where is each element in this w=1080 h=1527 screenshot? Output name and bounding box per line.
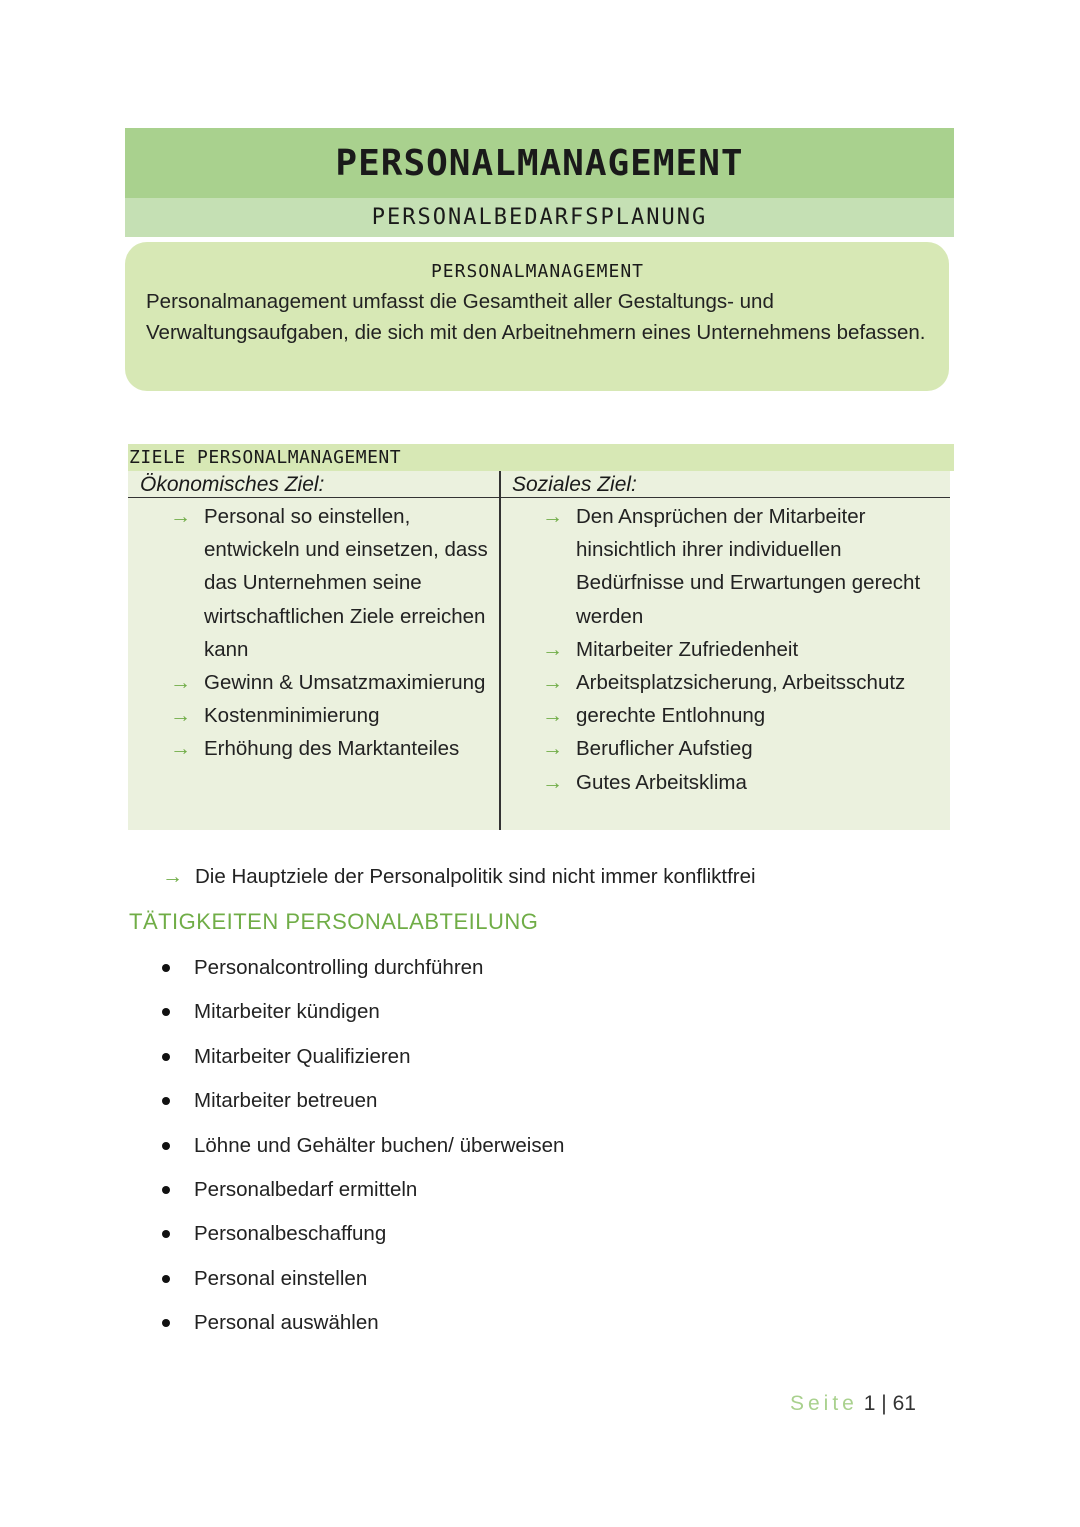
definition-heading: PERSONALMANAGEMENT xyxy=(430,261,645,282)
list-item: → Den Ansprüchen der Mitarbeiter hinsichtlich ihrer individuellen Bedürfnisse und Erwartungen gerecht werden xyxy=(542,500,947,633)
subtitle-band xyxy=(125,198,954,237)
arrow-right-icon: → xyxy=(542,637,563,661)
list-item: → Mitarbeiter Zufriedenheit xyxy=(542,633,947,666)
list-item: → Gewinn & Umsatzmaximierung xyxy=(170,666,495,699)
social-goal-title: Soziales Ziel: xyxy=(500,471,950,498)
list-item: Personal auswählen xyxy=(160,1307,564,1351)
list-item: → Beruflicher Aufstieg xyxy=(542,732,947,765)
list-item: → Personal so einstellen, entwickeln und einsetzen, dass das Unternehmen seine wirtschaftlichen Ziele erreichen kann xyxy=(170,500,495,666)
definition-text: Personalmanagement umfasst die Gesamtheit aller Gestaltungs- und Verwaltungsaufgaben, die sich mit den Arbeitnehmern eines Unternehmens befassen. xyxy=(146,290,926,344)
page-label: Seite xyxy=(790,1392,858,1415)
economic-goal-list xyxy=(170,500,495,766)
conclusion-line xyxy=(162,862,756,892)
bullet-icon xyxy=(162,1230,170,1238)
bullet-icon xyxy=(162,1186,170,1194)
arrow-right-icon: → xyxy=(170,737,191,761)
arrow-right-icon: → xyxy=(170,505,191,528)
arrow-right-icon: → xyxy=(162,865,183,888)
arrow-right-icon: → xyxy=(170,671,191,695)
conclusion-text: Die Hauptziele der Personalpolitik sind nicht immer konfliktfrei xyxy=(195,865,756,888)
arrow-right-icon: → xyxy=(542,505,563,528)
arrow-right-icon: → xyxy=(170,704,191,728)
page-separator: | xyxy=(881,1392,887,1415)
arrow-right-icon: → xyxy=(542,671,563,695)
page-title: PERSONALMANAGEMENT xyxy=(335,142,744,184)
total-pages: 61 xyxy=(892,1392,916,1415)
list-item: Löhne und Gehälter buchen/ überweisen xyxy=(160,1130,564,1174)
list-item: → Arbeitsplatzsicherung, Arbeitsschutz xyxy=(542,666,947,699)
tasks-heading: TÄTIGKEITEN PERSONALABTEILUNG xyxy=(129,909,539,934)
bullet-icon xyxy=(162,1053,170,1061)
list-item: → Kostenminimierung xyxy=(170,699,495,732)
list-item: Personal einstellen xyxy=(160,1263,564,1307)
bullet-icon xyxy=(162,1319,170,1327)
list-item: Mitarbeiter betreuen xyxy=(160,1085,564,1129)
list-item: Personalcontrolling durchführen xyxy=(160,952,564,996)
list-item: → gerechte Entlohnung xyxy=(542,699,947,732)
current-page: 1 xyxy=(863,1392,876,1415)
list-item: Personalbedarf ermitteln xyxy=(160,1174,564,1218)
list-item: → Erhöhung des Marktanteiles xyxy=(170,732,495,765)
social-goal-list xyxy=(542,500,947,799)
bullet-icon xyxy=(162,1142,170,1150)
list-item: Personalbeschaffung xyxy=(160,1218,564,1262)
bullet-icon xyxy=(162,964,170,972)
title-band xyxy=(125,128,954,198)
page-number xyxy=(790,1389,916,1419)
arrow-right-icon: → xyxy=(542,704,563,728)
goals-heading: ZIELE PERSONALMANAGEMENT xyxy=(128,444,954,471)
page-subtitle: PERSONALBEDARFSPLANUNG xyxy=(371,205,708,230)
bullet-icon xyxy=(162,1097,170,1105)
bullet-icon xyxy=(162,1008,170,1016)
economic-goal-title: Ökonomisches Ziel: xyxy=(128,471,500,498)
list-item: Mitarbeiter Qualifizieren xyxy=(160,1041,564,1085)
arrow-right-icon: → xyxy=(542,770,563,794)
definition-box xyxy=(125,242,949,391)
list-item: Mitarbeiter kündigen xyxy=(160,996,564,1040)
column-divider xyxy=(499,471,501,830)
bullet-icon xyxy=(162,1275,170,1283)
list-item: → Gutes Arbeitsklima xyxy=(542,766,947,799)
tasks-list xyxy=(160,952,564,1352)
goals-table xyxy=(128,471,950,830)
arrow-right-icon: → xyxy=(542,737,563,761)
